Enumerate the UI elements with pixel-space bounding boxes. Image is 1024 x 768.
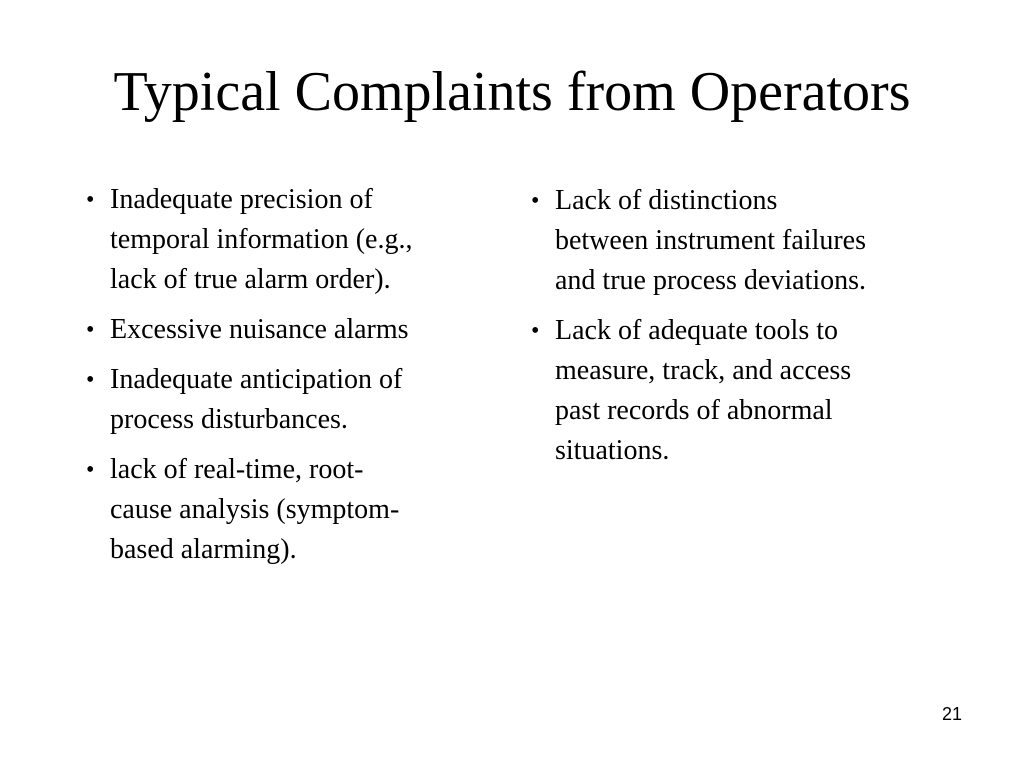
bullet-line: temporal information (e.g.,	[110, 224, 413, 255]
bullet-line: • Excessive nuisance alarms	[110, 314, 409, 345]
bullet-line: • Lack of distinctions	[555, 185, 778, 216]
bullet-line: • Inadequate precision of	[110, 184, 373, 215]
bullet-line: • Lack of adequate tools to	[555, 315, 839, 346]
bullet-item-lack-of-tools	[531, 311, 951, 471]
right-bullet-list	[531, 181, 951, 481]
bullet-line: and true process deviations.	[555, 265, 867, 296]
bullet-line: between instrument failures	[555, 225, 867, 256]
page-number: 21	[941, 704, 962, 724]
left-bullet-list	[86, 180, 486, 580]
slide-title: Typical Complaints from Operators	[113, 61, 911, 123]
bullet-item-lack-of-distinctions	[531, 181, 951, 301]
bullet-line: cause analysis (symptom-	[110, 494, 400, 525]
bullet-item-inadequate-precision	[86, 180, 486, 300]
bullet-line: based alarming).	[110, 534, 297, 565]
bullet-line: • lack of real-time, root-	[110, 454, 364, 485]
bullet-line: measure, track, and access	[555, 355, 852, 386]
bullet-item-nuisance-alarms	[86, 310, 486, 350]
bullet-item-root-cause-analysis	[86, 450, 486, 570]
bullet-line: process disturbances.	[110, 404, 348, 435]
bullet-line: • Inadequate anticipation of	[110, 364, 403, 395]
bullet-item-inadequate-anticipation	[86, 360, 486, 440]
bullet-line: situations.	[555, 435, 670, 466]
bullet-line: past records of abnormal	[555, 395, 833, 426]
bullet-line: lack of true alarm order).	[110, 264, 391, 295]
